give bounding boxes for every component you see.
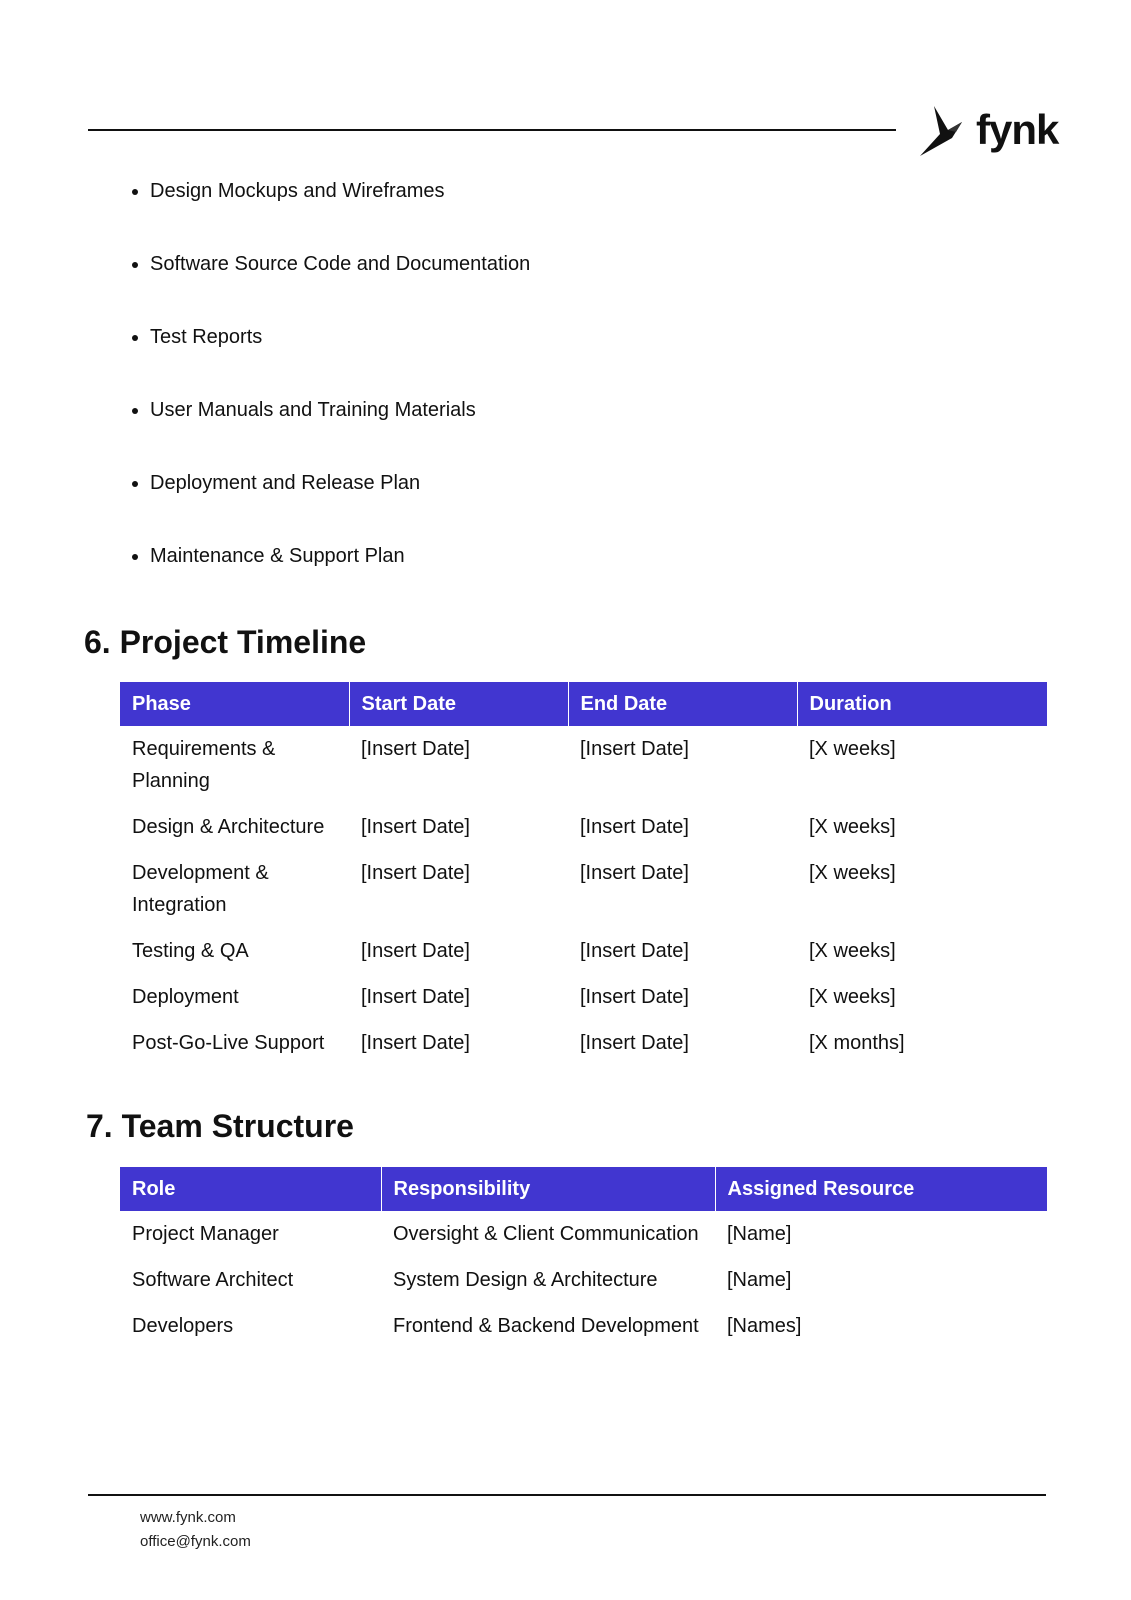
column-header: End Date: [568, 682, 797, 726]
footer-email-link[interactable]: office@fynk.com: [140, 1533, 251, 1550]
table-cell: Oversight & Client Communication: [393, 1223, 699, 1245]
table-cell: [Insert Date]: [580, 738, 689, 760]
table-cell: [X weeks]: [809, 738, 896, 760]
section-title-team: 7. Team Structure: [86, 1108, 354, 1144]
table-cell: Frontend & Backend Development: [393, 1315, 699, 1337]
table-cell: [X weeks]: [809, 862, 896, 884]
table-cell: [Insert Date]: [361, 862, 470, 884]
table-cell: [Insert Date]: [361, 940, 470, 962]
table-cell: [Insert Date]: [361, 738, 470, 760]
table-cell: [Insert Date]: [361, 816, 470, 838]
table-row: [120, 1211, 1047, 1257]
table-cell: Developers: [132, 1315, 234, 1337]
table-row: [120, 1020, 1047, 1066]
table-cell: [X weeks]: [809, 986, 896, 1008]
deliverables-list: [128, 176, 530, 614]
table-cell: System Design & Architecture: [393, 1269, 658, 1291]
table-row: [120, 1257, 1047, 1303]
table-row: [120, 928, 1047, 974]
table-cell: [Insert Date]: [580, 1032, 689, 1054]
column-header: Responsibility: [381, 1167, 715, 1211]
table-cell: [Name]: [727, 1223, 792, 1245]
column-header: Assigned Resource: [715, 1167, 1047, 1211]
table-row: [120, 850, 1047, 928]
table-header-row: [120, 682, 1047, 726]
column-header: Role: [120, 1167, 381, 1211]
table-cell: [Insert Date]: [580, 940, 689, 962]
footer-rule: [88, 1494, 1046, 1496]
table-cell: [Insert Date]: [580, 986, 689, 1008]
table-row: [120, 804, 1047, 850]
table-cell: [Insert Date]: [361, 1032, 470, 1054]
list-item: Test Reports: [128, 322, 530, 395]
section-title-timeline: 6. Project Timeline: [84, 624, 367, 660]
brand-name: fynk: [976, 106, 1059, 153]
list-item: Software Source Code and Documentation: [128, 249, 530, 322]
table-cell: Requirements & Planning: [132, 738, 276, 792]
table-cell: Design & Architecture: [132, 816, 325, 838]
list-item: Maintenance & Support Plan: [128, 541, 530, 614]
table-cell: Post-Go-Live Support: [132, 1032, 325, 1054]
table-cell: Development & Integration: [132, 862, 269, 916]
table-cell: [X weeks]: [809, 816, 896, 838]
table-row: [120, 974, 1047, 1020]
fynk-logo: [918, 104, 1059, 160]
bird-icon: [918, 104, 976, 160]
table-cell: [X weeks]: [809, 940, 896, 962]
footer: [140, 1506, 251, 1554]
column-header: Phase: [120, 682, 349, 726]
table-row: [120, 726, 1047, 804]
table-cell: [Name]: [727, 1269, 792, 1291]
table-cell: [Insert Date]: [361, 986, 470, 1008]
footer-website-link[interactable]: www.fynk.com: [140, 1509, 236, 1526]
table-cell: [X months]: [809, 1032, 905, 1054]
table-row: [120, 1303, 1047, 1349]
list-item: User Manuals and Training Materials: [128, 395, 530, 468]
table-cell: Software Architect: [132, 1269, 294, 1291]
table-cell: Testing & QA: [132, 940, 249, 962]
list-item: Deployment and Release Plan: [128, 468, 530, 541]
column-header: Duration: [797, 682, 1047, 726]
table-cell: Project Manager: [132, 1223, 279, 1245]
table-cell: [Insert Date]: [580, 816, 689, 838]
header-rule: [88, 129, 896, 131]
team-table: [120, 1167, 1047, 1349]
table-cell: [Insert Date]: [580, 862, 689, 884]
list-item: Design Mockups and Wireframes: [128, 176, 530, 249]
timeline-table: [120, 682, 1047, 1066]
column-header: Start Date: [349, 682, 568, 726]
table-cell: Deployment: [132, 986, 239, 1008]
table-header-row: [120, 1167, 1047, 1211]
table-cell: [Names]: [727, 1315, 802, 1337]
